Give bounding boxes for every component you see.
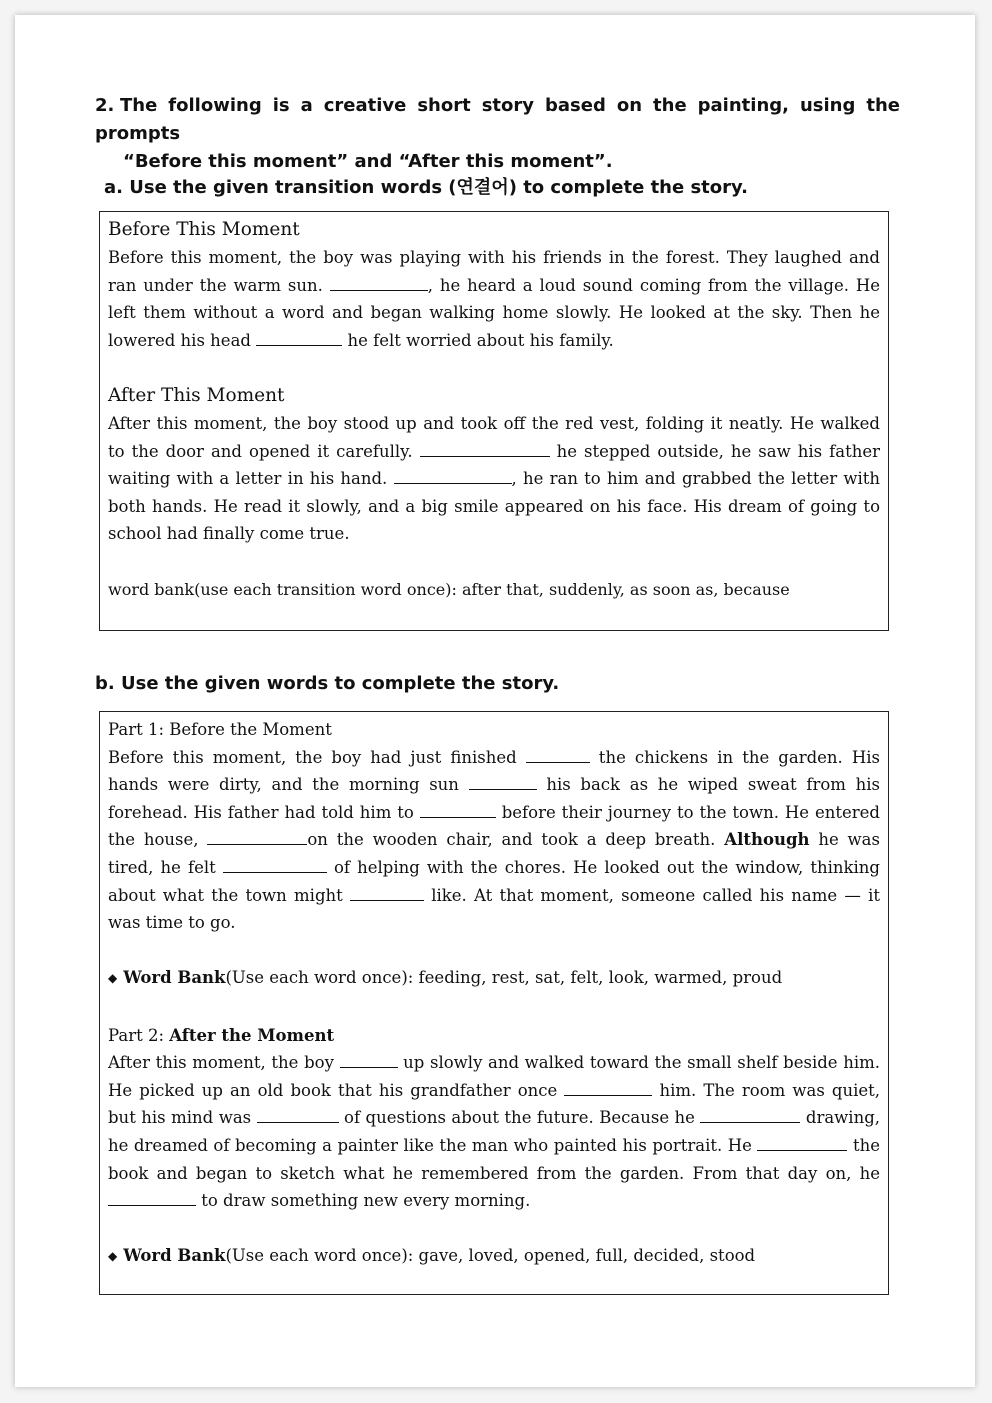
story-text: his back as he wiped sweat from his forehead. His father had told him to (108, 775, 880, 822)
story-text: the chickens in the garden. His hands were dirty, and the morning sun (108, 747, 881, 795)
blank[interactable] (340, 1053, 398, 1068)
transition-word-bank: word bank(use each transition word once): after that, suddenly, as soon as, because (108, 579, 790, 599)
blank[interactable] (469, 775, 537, 790)
worksheet-page (15, 15, 975, 1387)
part-b-story-box (99, 711, 889, 1295)
blank[interactable] (700, 1108, 800, 1123)
story-text: up slowly and walked toward the small shelf beside him. He picked up an old book that his grandfather once (108, 1053, 880, 1100)
part-1-word-bank (108, 964, 880, 994)
part-2-title (108, 1022, 880, 1050)
story-text: Before this moment, the boy had just finished (108, 747, 526, 767)
blank[interactable] (350, 886, 424, 901)
after-moment-story (108, 410, 880, 548)
story-text: he stepped outside, he saw his father waiting with a letter in his hand. (108, 441, 880, 489)
story-text: before their journey to the town. He entered the house, (108, 802, 880, 850)
part-1-title: Part 1: Before the Moment (108, 720, 332, 739)
before-moment-title: Before This Moment (108, 219, 300, 240)
story-text: the book and began to sketch what he remembered from the garden. From that day on, he (108, 1135, 880, 1183)
story-text: , he heard a loud sound coming from the village. He left them without a word and began walking home slowly. He looked at the sky. Then he lowered his head (108, 275, 880, 350)
blank[interactable] (257, 1108, 339, 1123)
diamond-icon: ◆ (108, 1249, 118, 1264)
blank[interactable] (420, 803, 496, 818)
part-2-prefix: Part 2: (108, 1025, 170, 1045)
bold-word: Although (724, 830, 810, 850)
part-2-word-bank (108, 1242, 880, 1272)
word-bank-words: (Use each word once): feeding, rest, sat, felt, look, warmed, proud (225, 968, 783, 988)
story-text: like. At that moment, someone called his name — it was time to go. (108, 885, 880, 933)
blank[interactable] (564, 1081, 652, 1096)
story-text: Before this moment, the boy was playing with his friends in the forest. They laughed and ran under the warm sun. (108, 248, 880, 295)
story-text: , he ran to him and grabbed the letter with both hands. He read it slowly, and a big smile appeared on his face. His dream of going to school had finally come true. (108, 469, 881, 544)
question-prompt (95, 92, 900, 176)
blank[interactable] (330, 276, 428, 291)
question-number: 2. (95, 95, 115, 116)
part-a-story-box (99, 211, 889, 631)
part-2-story (108, 1049, 880, 1215)
part-a-heading: a. Use the given transition words (연결어) to complete the story. (104, 177, 748, 198)
question-line-1: The following is a creative short story based on the painting, using the prompts (95, 95, 900, 144)
story-text: After this moment, the boy (108, 1053, 340, 1073)
story-text: him. The room was quiet, but his mind was (108, 1080, 881, 1128)
blank[interactable] (108, 1191, 196, 1206)
word-bank-label: Word Bank (123, 1246, 226, 1266)
story-text: of helping with the chores. He looked out the window, thinking about what the town might (108, 857, 880, 905)
blank[interactable] (223, 858, 327, 873)
blank[interactable] (394, 469, 512, 484)
blank[interactable] (256, 331, 342, 346)
diamond-icon: ◆ (108, 971, 118, 986)
blank[interactable] (207, 830, 307, 845)
story-text: drawing, he dreamed of becoming a painter like the man who painted his portrait. He (108, 1108, 881, 1155)
story-text: to draw something new every morning. (196, 1191, 531, 1211)
word-bank-words: (Use each word once): gave, loved, opened, full, decided, stood (225, 1246, 756, 1266)
part-2-heading: After the Moment (169, 1025, 335, 1045)
part-b-heading: b. Use the given words to complete the story. (95, 673, 560, 694)
after-moment-title: After This Moment (108, 384, 285, 406)
blank[interactable] (526, 748, 590, 763)
word-bank-label: Word Bank (123, 968, 226, 988)
story-text: on the wooden chair, and took a deep breath. (307, 830, 725, 850)
blank[interactable] (420, 442, 550, 457)
blank[interactable] (757, 1136, 847, 1151)
story-text: he felt worried about his family. (342, 330, 614, 350)
before-moment-story (108, 244, 880, 354)
story-text: he was tired, he felt (108, 830, 880, 877)
question-line-2: “Before this moment” and “After this moment”. (123, 151, 613, 172)
story-text: After this moment, the boy stood up and took off the red vest, folding it neatly. He walked to the door and opened it carefully. (108, 413, 880, 461)
story-text: of questions about the future. Because he (338, 1108, 701, 1128)
part-1-story (108, 744, 880, 937)
